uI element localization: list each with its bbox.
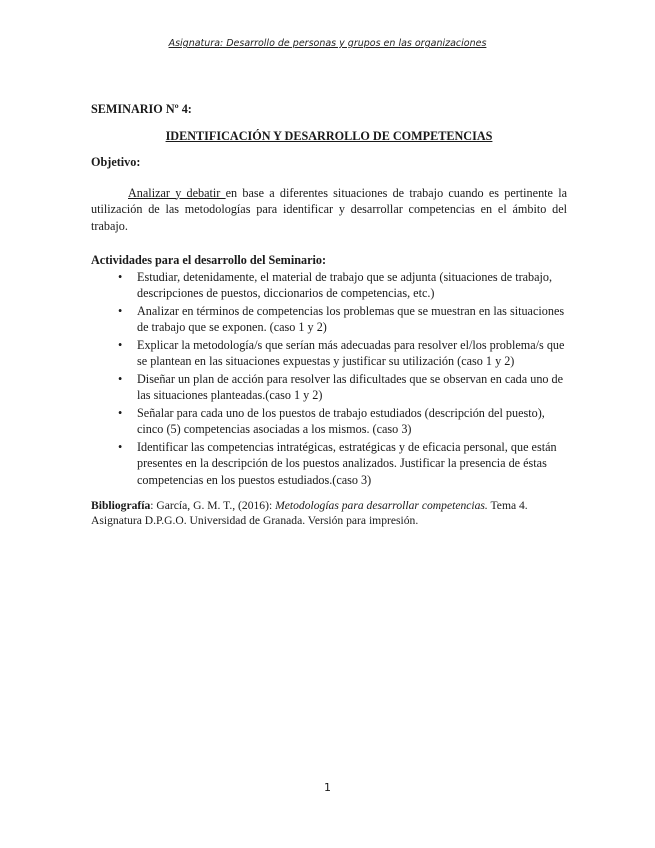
bullet-icon: • bbox=[118, 405, 123, 420]
list-item-text: Señalar para cada uno de los puestos de trabajo estudiados (descripción del puesto), cinco (5) competencias asociadas a los mismos. (caso 3) bbox=[137, 405, 545, 436]
page-number: 1 bbox=[324, 781, 331, 794]
page-header: Asignatura: Desarrollo de personas y grupos en las organizaciones bbox=[168, 38, 487, 49]
bibliography bbox=[91, 498, 567, 528]
bullet-icon: • bbox=[118, 303, 123, 318]
document-body bbox=[91, 101, 567, 528]
bibliography-label: Bibliografía bbox=[91, 499, 151, 512]
activities-label: Actividades para el desarrollo del Seminario: bbox=[91, 253, 327, 267]
list-item bbox=[118, 337, 567, 370]
list-item bbox=[118, 405, 567, 438]
list-item bbox=[118, 371, 567, 404]
list-item bbox=[118, 439, 567, 489]
objective-text: en base a diferentes situaciones de trabajo cuando es pertinente la utilización de las metodologías para identificar y desarrollar competencias en el ámbito del trabajo. bbox=[91, 185, 567, 233]
seminar-label: SEMINARIO Nº 4: bbox=[91, 102, 192, 116]
list-item-text: Explicar la metodología/s que serían más adecuadas para resolver el/los problema/s que se plantean en las situaciones expuestas y justificar su utilización (caso 1 y 2) bbox=[137, 337, 565, 368]
bullet-icon: • bbox=[118, 439, 123, 454]
list-item-text: Identificar las competencias intratégicas, estratégicas y de eficacia personal, que están presentes en la descripción de los puestos analizados. Justificar la presencia de éstas competencias en los puestos estudiados.(caso 3) bbox=[137, 439, 557, 487]
objective-paragraph bbox=[91, 185, 567, 235]
list-item bbox=[118, 303, 567, 336]
activities-list bbox=[91, 269, 567, 489]
list-item-text: Diseñar un plan de acción para resolver las dificultades que se observan en cada uno de las situaciones planteadas.(caso 1 y 2) bbox=[137, 371, 564, 402]
bibliography-title: Metodologías para desarrollar competencias. bbox=[272, 499, 488, 512]
bullet-icon: • bbox=[118, 337, 123, 352]
bullet-icon: • bbox=[118, 269, 123, 284]
bibliography-authors: : García, G. M. T., (2016): bbox=[150, 499, 273, 512]
bibliography-details: Tema 4. Asignatura D.P.G.O. Universidad de Granada. Versión para impresión. bbox=[91, 499, 528, 527]
objective-label: Objetivo: bbox=[91, 155, 141, 169]
list-item-text: Estudiar, detenidamente, el material de trabajo que se adjunta (situaciones de trabajo, descripciones de puestos, diccionarios de competencias, etc.) bbox=[137, 269, 553, 300]
seminar-title: IDENTIFICACIÓN Y DESARROLLO DE COMPETENCIAS bbox=[165, 128, 493, 143]
list-item-text: Analizar en términos de competencias los problemas que se muestran en las situaciones de trabajo que se exponen. (caso 1 y 2) bbox=[137, 303, 565, 334]
list-item bbox=[118, 269, 567, 302]
objective-lead: Analizar y debatir bbox=[128, 185, 226, 200]
bullet-icon: • bbox=[118, 371, 123, 386]
